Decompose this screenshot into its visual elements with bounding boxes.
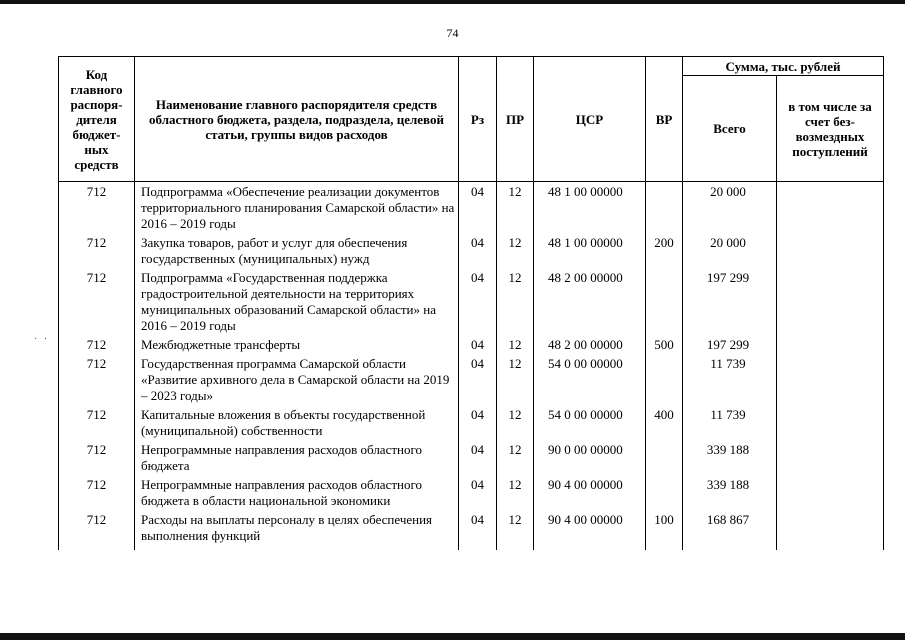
cell-code: 712	[59, 182, 135, 234]
table-row	[59, 233, 884, 268]
cell-name: Подпрограмма «Обеспечение реализации документов территориального планирования Самарской области» на 2016 – 2019 годы	[135, 182, 459, 234]
cell-code: 712	[59, 475, 135, 510]
cell-name: Подпрограмма «Государственная поддержка градостроительной деятельности на территориях муниципальных образований Самарской области» на 2016 – 2019 годы	[135, 268, 459, 335]
cell-total: 168 867	[683, 510, 777, 550]
cell-free-receipts	[777, 233, 884, 268]
cell-csr: 90 0 00 00000	[534, 440, 646, 475]
cell-pr: 12	[497, 510, 534, 550]
cell-csr: 54 0 00 00000	[534, 405, 646, 440]
header-sum: Сумма, тыс. рублей	[683, 57, 884, 76]
cell-code: 712	[59, 405, 135, 440]
cell-vr: 100	[646, 510, 683, 550]
cell-rz: 04	[459, 440, 497, 475]
cell-free-receipts	[777, 440, 884, 475]
cell-rz: 04	[459, 510, 497, 550]
cell-pr: 12	[497, 335, 534, 354]
cell-code: 712	[59, 440, 135, 475]
cell-pr: 12	[497, 354, 534, 405]
cell-csr: 90 4 00 00000	[534, 510, 646, 550]
table-row	[59, 354, 884, 405]
cell-csr: 54 0 00 00000	[534, 354, 646, 405]
table-row	[59, 475, 884, 510]
cell-total: 11 739	[683, 354, 777, 405]
cell-total: 339 188	[683, 475, 777, 510]
cell-name: Непрограммные направления расходов областного бюджета в области национальной экономики	[135, 475, 459, 510]
cell-pr: 12	[497, 233, 534, 268]
cell-rz: 04	[459, 268, 497, 335]
cell-pr: 12	[497, 405, 534, 440]
table-body	[59, 182, 884, 551]
cell-vr: 500	[646, 335, 683, 354]
cell-code: 712	[59, 510, 135, 550]
table-header	[59, 57, 884, 182]
cell-code: 712	[59, 233, 135, 268]
cell-pr: 12	[497, 268, 534, 335]
cell-code: 712	[59, 335, 135, 354]
cell-vr	[646, 475, 683, 510]
page-number: 74	[446, 26, 459, 40]
cell-name: Закупка товаров, работ и услуг для обеспечения государственных (муниципальных) нужд	[135, 233, 459, 268]
header-pr: ПР	[497, 57, 534, 182]
cell-free-receipts	[777, 268, 884, 335]
cell-csr: 48 2 00 00000	[534, 335, 646, 354]
header-vr: ВР	[646, 57, 683, 182]
header-name: Наименование главного распорядителя средств областного бюджета, раздела, подраздела, целевой статьи, группы видов расходов	[135, 57, 459, 182]
cell-name: Расходы на выплаты персоналу в целях обеспечения выполнения функций	[135, 510, 459, 550]
cell-vr	[646, 440, 683, 475]
table-row	[59, 405, 884, 440]
cell-total: 339 188	[683, 440, 777, 475]
cell-vr: 400	[646, 405, 683, 440]
header-rz: Рз	[459, 57, 497, 182]
cell-total: 20 000	[683, 182, 777, 234]
table-row	[59, 510, 884, 550]
cell-rz: 04	[459, 405, 497, 440]
cell-vr	[646, 182, 683, 234]
table-row	[59, 335, 884, 354]
top-border-line	[0, 0, 905, 4]
cell-total: 197 299	[683, 268, 777, 335]
cell-free-receipts	[777, 354, 884, 405]
cell-csr: 48 2 00 00000	[534, 268, 646, 335]
table-row	[59, 268, 884, 335]
cell-rz: 04	[459, 335, 497, 354]
table-row	[59, 440, 884, 475]
cell-pr: 12	[497, 182, 534, 234]
header-free-receipts: в том числе за счет без-возмездных поступлений	[777, 76, 884, 182]
cell-rz: 04	[459, 475, 497, 510]
cell-free-receipts	[777, 405, 884, 440]
cell-csr: 48 1 00 00000	[534, 182, 646, 234]
cell-name: Межбюджетные трансферты	[135, 335, 459, 354]
cell-name: Капитальные вложения в объекты государственной (муниципальной) собственности	[135, 405, 459, 440]
cell-free-receipts	[777, 335, 884, 354]
cell-vr	[646, 354, 683, 405]
bottom-border-line	[0, 633, 905, 640]
header-csr: ЦСР	[534, 57, 646, 182]
cell-code: 712	[59, 354, 135, 405]
cell-rz: 04	[459, 182, 497, 234]
cell-code: 712	[59, 268, 135, 335]
header-total: Всего	[683, 76, 777, 182]
cell-pr: 12	[497, 440, 534, 475]
cell-vr: 200	[646, 233, 683, 268]
cell-vr	[646, 268, 683, 335]
cell-name: Государственная программа Самарской области «Развитие архивного дела в Самарской области на 2019 – 2023 годы»	[135, 354, 459, 405]
cell-rz: 04	[459, 233, 497, 268]
cell-pr: 12	[497, 475, 534, 510]
cell-csr: 90 4 00 00000	[534, 475, 646, 510]
cell-free-receipts	[777, 475, 884, 510]
cell-total: 197 299	[683, 335, 777, 354]
table-row	[59, 182, 884, 234]
cell-total: 20 000	[683, 233, 777, 268]
cell-total: 11 739	[683, 405, 777, 440]
cell-csr: 48 1 00 00000	[534, 233, 646, 268]
cell-free-receipts	[777, 182, 884, 234]
budget-table	[58, 56, 884, 550]
scan-artifact-mark: · ·	[34, 334, 50, 345]
cell-name: Непрограммные направления расходов областного бюджета	[135, 440, 459, 475]
cell-free-receipts	[777, 510, 884, 550]
cell-rz: 04	[459, 354, 497, 405]
header-code: Код главного распоря-дителя бюджет-ных средств	[59, 57, 135, 182]
